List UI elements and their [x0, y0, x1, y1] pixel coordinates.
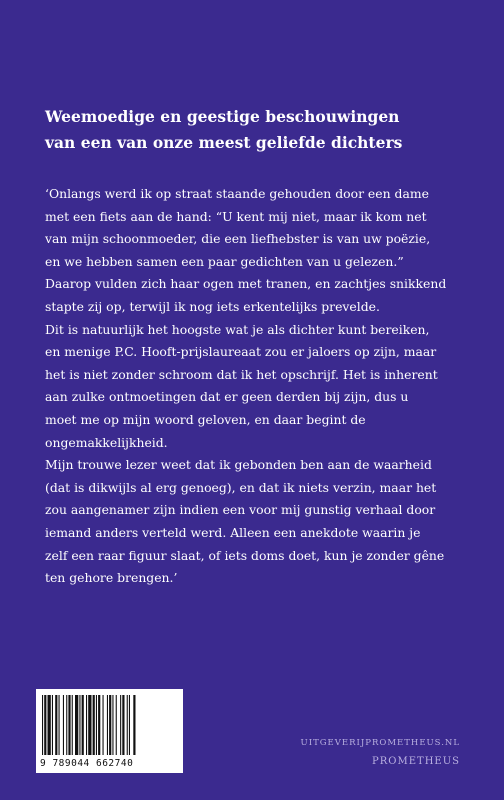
barcode-bar — [66, 695, 67, 755]
blurb-text — [45, 183, 475, 590]
barcode-bar — [72, 695, 73, 755]
barcode-bar — [129, 695, 130, 755]
barcode-bar — [86, 695, 87, 755]
blurb-line: met een fiets aan de hand: “U kent mij niet, maar ik kom net — [45, 208, 427, 224]
barcode-bar — [109, 695, 111, 755]
headline-line-2: van een van onze meest geliefde dichters — [45, 133, 403, 152]
barcode-bar — [68, 695, 70, 755]
blurb-line: Mijn trouwe lezer weet dat ik gebonden ben aan de waarheid — [45, 457, 432, 473]
blurb-line: zou aangenamer zijn indien een voor mij gunstig verhaal door — [45, 502, 436, 518]
barcode-bar — [133, 695, 135, 755]
blurb-line: van mijn schoonmoeder, die een liefhebster is van uw poëzie, — [45, 231, 431, 247]
barcode-bar — [42, 695, 43, 755]
blurb-line: en we hebben samen een paar gedichten van u gelezen.” — [45, 253, 404, 269]
barcode-bar — [93, 695, 95, 755]
barcode-bar — [88, 695, 91, 755]
barcode-bar — [127, 695, 128, 755]
blurb-line: ‘Onlangs werd ik op straat staande gehouden door een dame — [45, 186, 429, 201]
barcode-bar — [79, 695, 80, 755]
barcode-bar — [120, 695, 121, 755]
blurb-line: zelf een raar figuur slaat, of iets doms doet, kun je zonder gêne — [45, 547, 445, 563]
barcode-bar — [107, 695, 108, 755]
blurb-line: Daarop vulden zich haar ogen met tranen, en zachtjes snikkend — [45, 276, 447, 292]
barcode-bar — [82, 695, 84, 755]
headline-line-1: Weemoedige en geestige beschouwingen — [45, 107, 400, 126]
barcode-bar — [59, 695, 60, 755]
blurb-line: moet me op mijn woord geloven, en daar begint de — [45, 411, 366, 427]
barcode-bars-icon — [42, 695, 177, 755]
barcode-bar — [52, 695, 53, 755]
blurb-line: Dit is natuurlijk het hoogste wat je als dichter kunt bereiken, — [45, 321, 430, 337]
barcode — [36, 689, 183, 773]
barcode-bar — [98, 695, 100, 755]
publisher-logo: PROMETHEUS — [372, 756, 460, 767]
barcode-bar — [96, 695, 97, 755]
barcode-bar — [48, 695, 51, 755]
blurb-line: iemand anders verteld werd. Alleen een anekdote waarin je — [45, 524, 421, 540]
barcode-bar — [122, 695, 124, 755]
barcode-digits: 9 789044 662740 — [40, 758, 134, 769]
barcode-bar — [103, 695, 104, 755]
blurb-line: het is niet zonder schroom dat ik het opschrijf. Het is inherent — [45, 366, 438, 382]
blurb-line: stapte zij op, terwijl ik nog iets erkentelijks prevelde. — [45, 298, 380, 314]
headline — [45, 104, 465, 156]
publisher-url: UITGEVERIJPROMETHEUS.NL — [300, 738, 460, 748]
barcode-bar — [112, 695, 113, 755]
barcode-bar — [55, 695, 57, 755]
blurb-line: aan zulke ontmoetingen dat er geen derden bij zijn, dus u — [45, 389, 409, 405]
barcode-bar — [44, 695, 46, 755]
barcode-bar — [63, 695, 64, 755]
blurb-line: (dat is dikwijls al erg genoeg), en dat ik niets verzin, maar het — [45, 479, 437, 495]
blurb-line: ongemakkelijkheid. — [45, 434, 168, 450]
blurb-line: en menige P.C. Hooft-prijslaureaat zou er jaloers op zijn, maar — [45, 344, 437, 360]
barcode-bar — [116, 695, 117, 755]
barcode-bar — [75, 695, 78, 755]
blurb-line: ten gehore brengen.’ — [45, 570, 178, 586]
